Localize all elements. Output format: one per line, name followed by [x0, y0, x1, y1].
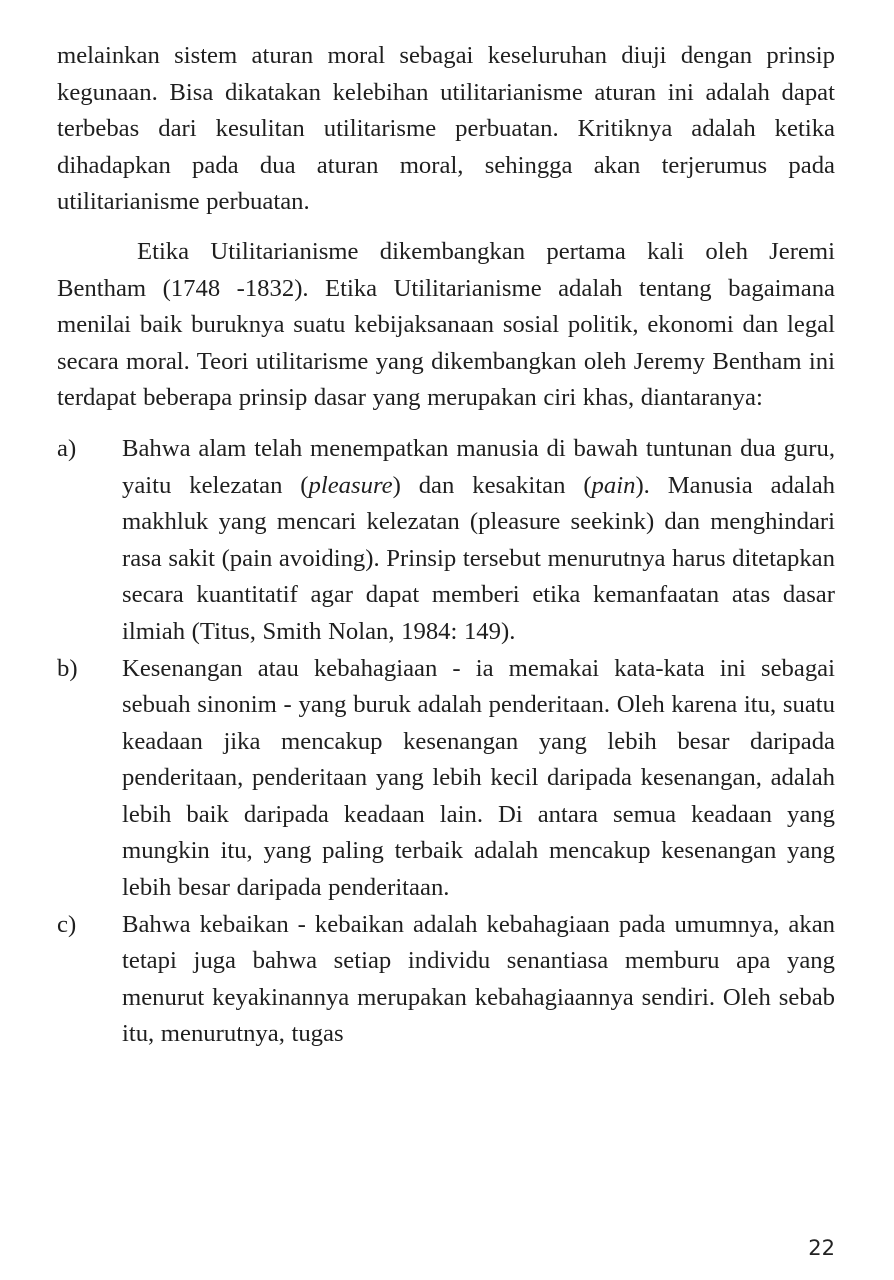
- list-item-c: [57, 907, 835, 1053]
- list-item-c-text: Bahwa kebaikan - kebaikan adalah kebahagiaan pada umumnya, akan tetapi juga bahwa setiap individu senantiasa memburu apa yang menurut keyakinannya merupakan kebahagiaannya sendiri. Oleh sebab itu, menurutnya, tugas: [122, 910, 835, 1048]
- italic-term-pain: pain: [591, 471, 636, 499]
- italic-term-pleasure: pleasure: [308, 471, 393, 499]
- paragraph-1: melainkan sistem aturan moral sebagai keseluruhan diuji dengan prinsip kegunaan. Bisa dikatakan kelebihan utilitarianisme aturan ini adalah dapat terbebas dari kesulitan utilitarisme perbuatan. Kritiknya adalah ketika dihadapkan pada dua aturan moral, sehingga akan terjerumus pada utilitarianisme perbuatan.: [57, 42, 835, 216]
- principle-list: [57, 431, 835, 1053]
- list-marker-b: b): [57, 654, 78, 682]
- list-item-a-text: [122, 431, 835, 651]
- list-item-a: [57, 431, 835, 651]
- list-item-b: [57, 651, 835, 907]
- page-body: [57, 38, 835, 1053]
- list-marker-a: a): [57, 434, 77, 462]
- list-item-a-text-part-1: Bahwa alam telah menempatkan manusia di bawah tuntunan dua guru, yaitu kelezatan (: [122, 434, 835, 499]
- list-item-a-text-part-3: ). Manusia adalah makhluk yang mencari kelezatan (pleasure seekink) dan menghindari rasa sakit (pain avoiding). Prinsip tersebut menurutnya harus ditetapkan secara kuantitatif agar dapat memberi etika kemanfaatan atas dasar ilmiah (Titus, Smith Nolan, 1984: 149).: [122, 471, 835, 645]
- page-number: 22: [808, 1236, 835, 1260]
- paragraph-2: Etika Utilitarianisme dikembangkan pertama kali oleh Jeremi Bentham (1748 -1832). Etika Utilitarianisme adalah tentang bagaimana menilai baik buruknya suatu kebijaksanaan sosial politik, ekonomi dan legal secara moral. Teori utilitarisme yang dikembangkan oleh Jeremy Bentham ini terdapat beberapa prinsip dasar yang merupakan ciri khas, diantaranya:: [57, 237, 835, 412]
- list-item-a-text-part-2: ) dan kesakitan (: [392, 471, 592, 499]
- list-marker-c: c): [57, 910, 77, 938]
- list-item-b-text: Kesenangan atau kebahagiaan - ia memakai kata-kata ini sebagai sebuah sinonim - yang buruk adalah penderitaan. Oleh karena itu, suatu keadaan jika mencakup kesenangan yang lebih besar daripada penderitaan, penderitaan yang lebih kecil daripada kesenangan, adalah lebih baik daripada keadaan lain. Di antara semua keadaan yang mungkin itu, yang paling terbaik adalah mencakup kesenangan yang lebih besar daripada penderitaan.: [122, 654, 835, 902]
